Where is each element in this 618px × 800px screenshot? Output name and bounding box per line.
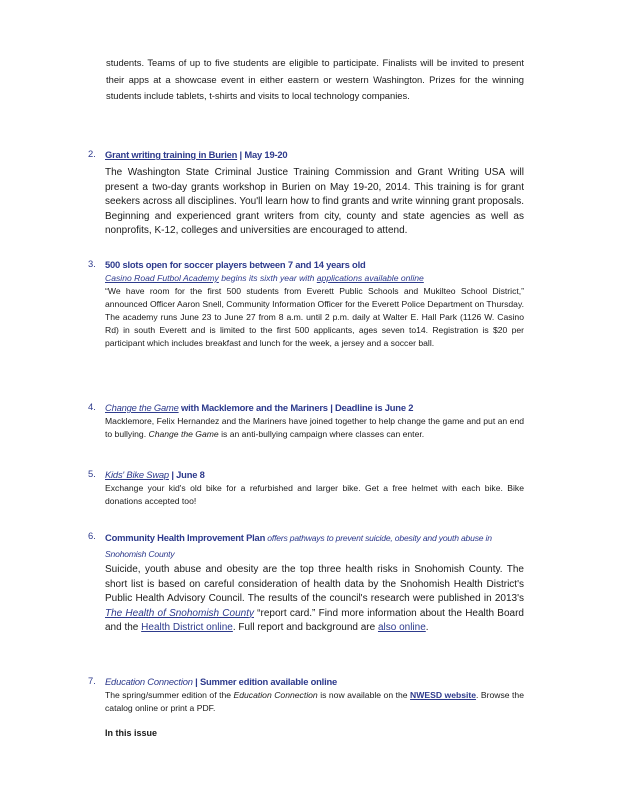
also-online-link[interactable]: also online xyxy=(377,622,426,634)
body-text: The spring/summer edition of the xyxy=(105,690,234,700)
heading-title: Community Health Improvement Plan xyxy=(105,532,266,543)
item-body xyxy=(105,689,524,715)
item-heading xyxy=(105,468,524,482)
in-this-issue-heading: In this issue xyxy=(105,728,158,738)
grant-writing-link[interactable]: Grant writing training in Burien xyxy=(105,149,238,160)
body-text: is an anti-bullying campaign where classes can enter. xyxy=(218,429,425,439)
heading-deadline: | Deadline is June 2 xyxy=(327,402,414,413)
item-heading xyxy=(105,530,524,562)
health-report-link[interactable]: The Health of Snohomish County xyxy=(105,607,254,619)
item-number: 7. xyxy=(88,675,96,686)
body-text: Macklemore, Felix Hernandez and the Mariners have joined together to help change the game and put an end to bullying. xyxy=(105,416,524,439)
body-text: . Full report and background are xyxy=(232,622,378,634)
item-number: 2. xyxy=(88,148,96,159)
item-number: 3. xyxy=(88,258,96,269)
heading-subtitle: offers pathways to prevent suicide, obesity and youth abuse in Snohomish County xyxy=(105,533,492,559)
heading-availability: | Summer edition available online xyxy=(192,676,338,687)
body-text: is now available on the xyxy=(317,690,411,700)
kids-bike-swap-link[interactable]: Kids' Bike Swap xyxy=(105,469,169,480)
applications-online-link[interactable]: applications available online xyxy=(316,273,424,283)
body-text: “report card.” Find more information about the Health Board and the xyxy=(105,607,524,634)
item-heading xyxy=(105,148,524,162)
health-district-link[interactable]: Health District online xyxy=(141,622,233,634)
casino-road-academy-link[interactable]: Casino Road Futbol Academy xyxy=(105,273,219,283)
item-number: 5. xyxy=(88,468,96,479)
item-body xyxy=(105,563,524,636)
item-body: Exchange your kid's old bike for a refurbished and larger bike. Get a free helmet with each bike. Bike donations accepted too! xyxy=(105,483,524,506)
body-text: Suicide, youth abuse and obesity are the top three health risks in Snohomish County. The short list is based on careful consideration of health data by the Snohomish Health District's Public Health Advisory Council. The results of the council's research were published in 2013's xyxy=(105,564,524,605)
item-heading xyxy=(105,401,524,415)
body-text: . xyxy=(425,622,429,634)
intro-paragraph: students. Teams of up to five students are eligible to participate. Finalists will be invited to present their apps at a showcase event in either eastern or western Washington. Prizes for the winning students include tablets, t-shirts and visits to local technology companies. xyxy=(106,57,524,101)
item-body: The Washington State Criminal Justice Training Commission and Grant Writing USA will present a two-day grants workshop in Burien on May 19-20, 2014. This training is for grant seekers across all disciplines. You'll learn how to find grants and write winning grant proposals. Beginning and experienced grant writers from city, county and state agencies as well as nonprofits, K-12, colleges and universities are encouraged to attend. xyxy=(105,167,524,237)
body-italic: Change the Game xyxy=(148,429,219,439)
item-number: 6. xyxy=(88,530,96,541)
item-heading xyxy=(105,675,524,689)
nwesd-website-link[interactable]: NWESD website xyxy=(410,690,477,700)
body-italic: Education Connection xyxy=(233,690,318,700)
heading-date: | June 8 xyxy=(168,469,205,480)
item-body: “We have room for the first 500 students from Everett Public Schools and Mukilteo School District,” announced Officer Aaron Snell, Community Information Officer for the Everett Police Department on Thursday. The academy runs June 23 to June 27 from 8 a.m. until 2 p.m. daily at Walter E. Hall Park (1126 W. Casino Rd) in south Everett and is limited to the first 500 applicants, ages seven to14. Registration is $20 per participant which includes breakfast and lunch for the week, a jersey and a soccer ball. xyxy=(105,286,524,348)
subheading-text: begins its sixth year with xyxy=(218,273,317,283)
heading-text: with Macklemore and the Mariners xyxy=(178,402,328,413)
item-heading: 500 slots open for soccer players between 7 and 14 years old xyxy=(105,259,366,270)
item-number: 4. xyxy=(88,401,96,412)
change-the-game-link[interactable]: Change the Game xyxy=(105,402,179,413)
body-text: . Browse the catalog online or print a PDF. xyxy=(105,690,524,713)
heading-italic: Education Connection xyxy=(105,676,193,687)
item-body xyxy=(105,415,524,441)
heading-date: | May 19-20 xyxy=(237,149,288,160)
item-subheading xyxy=(105,271,524,285)
